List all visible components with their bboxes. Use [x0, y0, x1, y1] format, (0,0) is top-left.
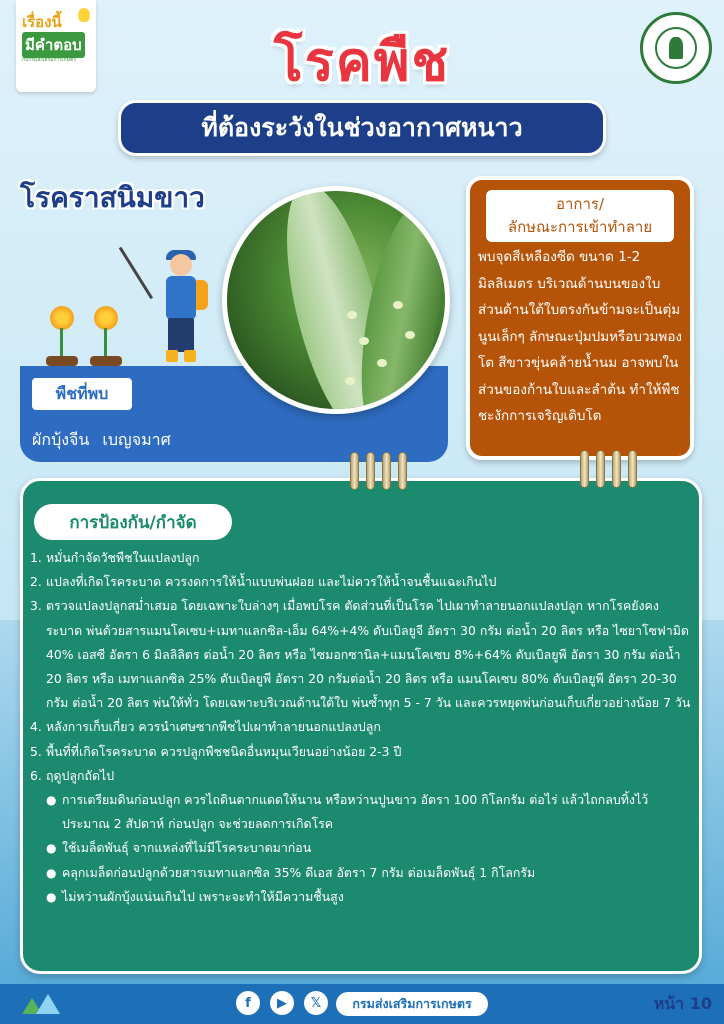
binder-ring [398, 452, 407, 490]
binder-ring [382, 452, 391, 490]
sub-list-item: ● ใช้เมล็ดพันธุ์ จากแหล่งที่ไม่มีโรคระบาดมาก่อน [30, 836, 694, 860]
binder-ring [350, 452, 359, 490]
plants-found-list: ผักบุ้งจีน เบญจมาศ [32, 430, 171, 449]
flower-illustration [90, 306, 120, 366]
prevention-steps [30, 546, 694, 909]
sub-list-item: ● คลุกเมล็ดก่อนปลูกด้วยสารเมทาแลกซิล 35% ดีเอส อัตรา 7 กรัม ต่อเมล็ดพันธุ์ 1 กิโลกรัม [30, 861, 694, 885]
page-title: โรคพืช [273, 30, 451, 93]
list-item: 3. ตรวจแปลงปลูกสม่ำเสมอ โดยเฉพาะใบล่างๆ เมื่อพบโรค ตัดส่วนที่เป็นโรค ไปเผาทำลายนอกแปลงปลูก หากโรคยังคงระบาด พ่นด้วยสารแมนโคเซบ+เมทาแลกซิล-เอ็ม 64%+4% ดับเบิลยูจี อัตรา 30 กรัม ต่อน้ำ 20 ลิตร หรือ ไซยาโซฟามิด 40% เอสซี อัตรา 6 มิลลิลิตร ต่อน้ำ 20 ลิตร หรือ ไซมอกซานิล+แมนโคเซบ 8%+64% ดับเบิลยูพี อัตรา 30 กรัม ต่อน้ำ 20 ลิตร หรือ เมทาแลกซิล 25% ดับเบิลยูพี อัตรา 20 กรัมต่อน้ำ 20 ลิตร หรือ แมนโคเซบ 80% ดับเบิลยูพี อัตรา 20-30 กรัม ต่อน้ำ 20 ลิตร พ่นให้ทั่ว โดยเฉพาะบริเวณด้านใต้ใบ พ่นซ้ำทุก 5 - 7 วัน และควรหยุดพ่นก่อนเก็บเกี่ยวอย่างน้อย 7 วัน [30, 598, 691, 711]
logo-line2: มีคำตอบ [22, 32, 85, 58]
list-item: 5. พื้นที่ที่เกิดโรคระบาด ควรปลูกพืชชนิดอื่นหมุนเวียนอย่างน้อย 2-3 ปี [30, 743, 402, 759]
list-item: 6. ฤดูปลูกถัดไป [30, 767, 115, 783]
bullet-icon: ● [46, 865, 57, 880]
symptoms-title [486, 190, 674, 242]
youtube-icon[interactable]: ▶ [270, 991, 294, 1015]
farmer-illustration [130, 250, 220, 370]
page-subtitle: ที่ต้องระวังในช่วงอากาศหนาว [118, 100, 606, 156]
binder-ring [628, 450, 637, 488]
page-number: หน้า 10 [653, 994, 712, 1013]
sub-list-item: ● ไม่หว่านผักบุ้งแน่นเกินไป เพราะจะทำให้มีความชื้นสูง [30, 885, 694, 909]
footer-logo [22, 992, 62, 1014]
x-icon[interactable]: 𝕏 [304, 991, 328, 1015]
prevention-label: การป้องกัน/กำจัด [34, 504, 232, 540]
plants-found-label: พืชที่พบ [32, 378, 132, 410]
bullet-icon: ● [46, 793, 57, 808]
list-item: 4. หลังการเก็บเกี่ยว ควรนำเศษซากพืชไปเผาทำลายนอกแปลงปลูก [30, 719, 381, 735]
leaf-photo [222, 186, 450, 414]
binder-ring [366, 452, 375, 490]
disease-name: โรคราสนิมขาว [20, 181, 205, 214]
list-item: 2. แปลงที่เกิดโรคระบาด ควรงดการให้น้ำแบบพ่นฝอย และไม่ควรให้น้ำจนชื้นแฉะเกินไป [30, 574, 497, 590]
binder-ring [596, 450, 605, 488]
bullet-icon: ● [46, 889, 57, 904]
logo-tagline: กับกรมส่งเสริมการเกษตร [22, 57, 76, 63]
bullet-icon: ● [46, 841, 57, 856]
sub-list-item: ● การเตรียมดินก่อนปลูก ควรไถดินตากแดดให้นาน หรือหว่านปูนขาว อัตรา 100 กิโลกรัม ต่อไร่ แล้วไถกลบทิ้งไว้ประมาณ 2 สัปดาห์ ก่อนปลูก จะช่วยลดการเกิดโรค [30, 788, 694, 836]
logo-line1: เรื่องนี้ [22, 13, 62, 31]
list-item: 1. หมั่นกำจัดวัชพืชในแปลงปลูก [30, 550, 200, 565]
flower-illustration [46, 306, 76, 366]
symptoms-title-line1: อาการ/ [555, 195, 605, 213]
binder-ring [580, 450, 589, 488]
facebook-icon[interactable]: f [236, 991, 260, 1015]
department-name: กรมส่งเสริมการเกษตร [336, 992, 488, 1016]
binder-ring [612, 450, 621, 488]
symptoms-title-line2: ลักษณะการเข้าทำลาย [507, 218, 653, 236]
symptoms-text: พบจุดสีเหลืองซีด ขนาด 1-2 มิลลิเมตร บริเวณด้านบนของใบ ส่วนด้านใต้ใบตรงกันข้ามจะเป็นตุ่มนูนเล็กๆ ลักษณะปุ่มปมหรือบวมพองโต สีขาวขุ่นคล้ายน้ำนม อาจพบในส่วนของก้านใบและลำต้น ทำให้พืชชะงักการเจริญเติบโต [478, 249, 683, 424]
